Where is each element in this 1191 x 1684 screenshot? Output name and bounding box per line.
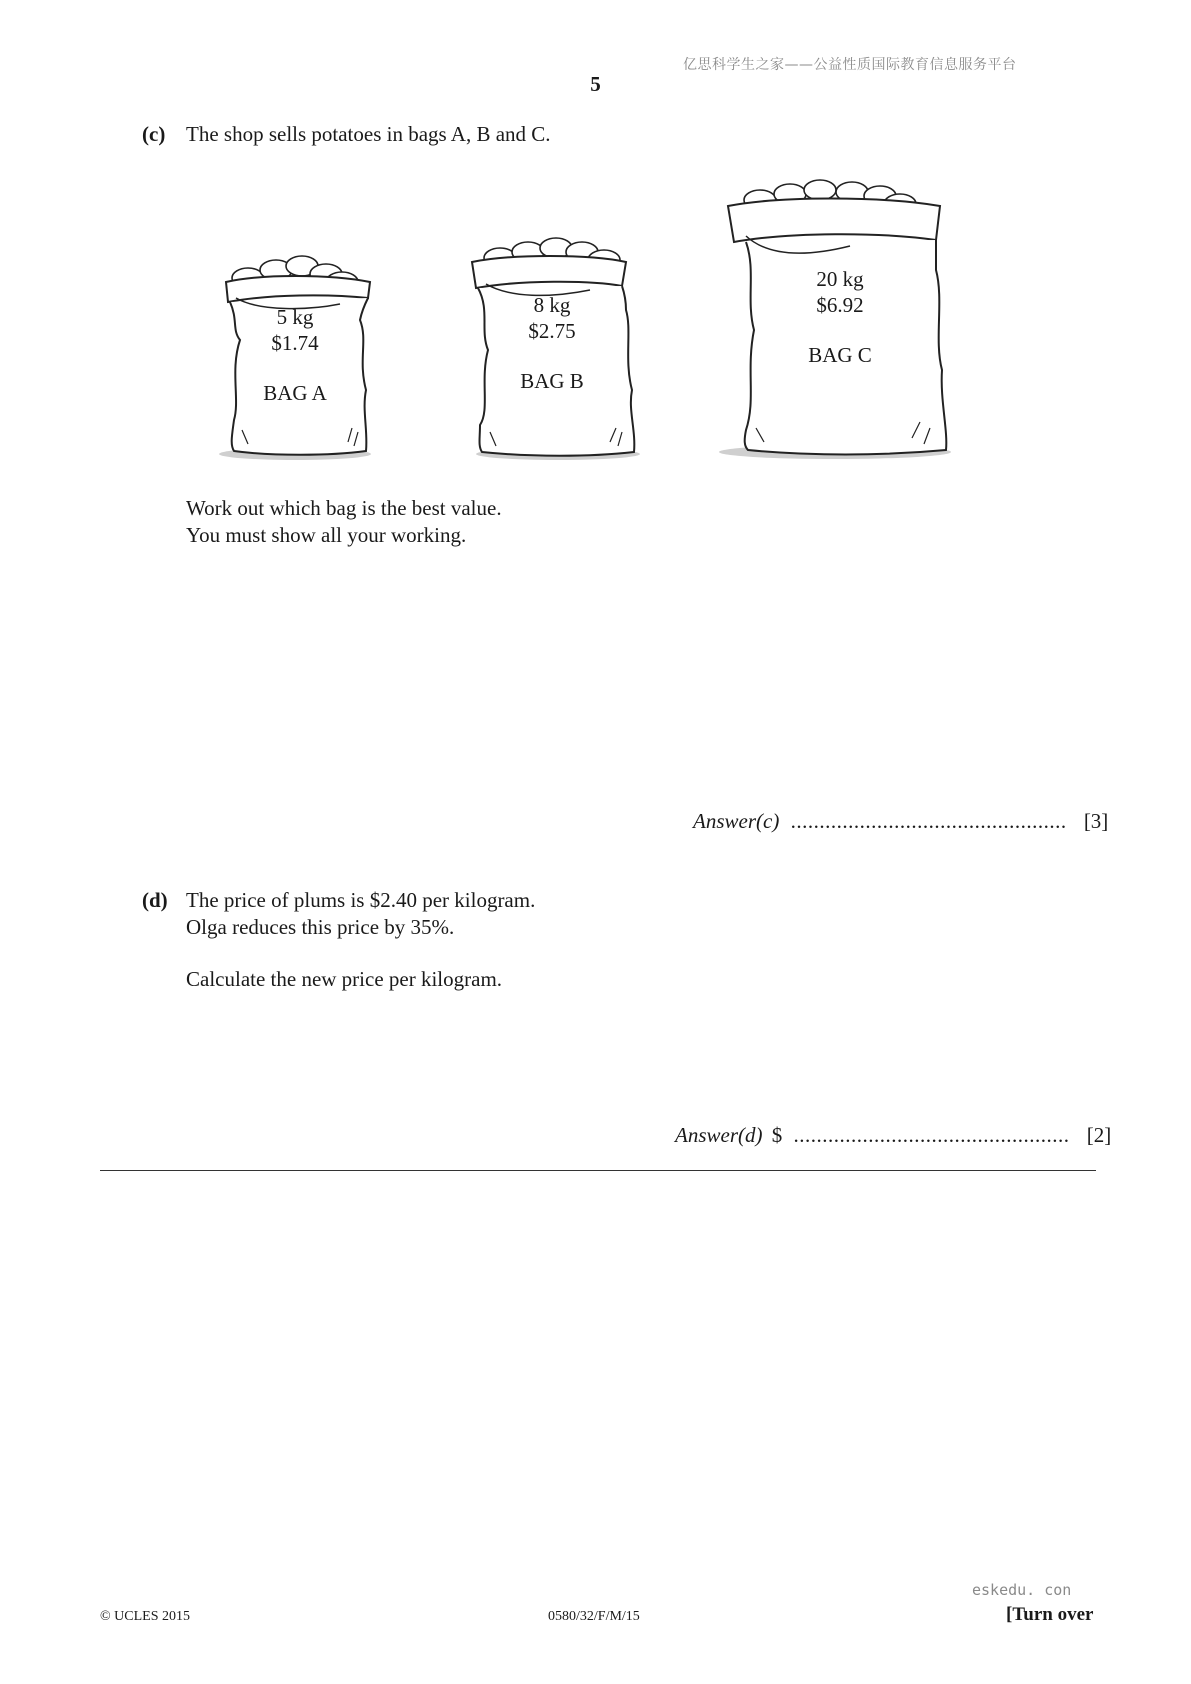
answer-d-blank[interactable]: ................................................	[793, 1123, 1070, 1147]
bag-b-price: $2.75	[528, 319, 576, 343]
part-d-line-2: Olga reduces this price by 35%.	[186, 915, 455, 939]
part-c-label: (c)	[142, 122, 166, 146]
potato-bags-illustration	[190, 170, 990, 470]
bag-a-name: BAG A	[263, 381, 327, 405]
bag-a-label	[220, 304, 370, 406]
part-d-label: (d)	[142, 888, 168, 912]
part-d-line-3: Calculate the new price per kilogram.	[186, 967, 503, 991]
watermark-bottom: eskedu. con	[972, 1581, 1072, 1599]
footer-code: 0580/32/F/M/15	[548, 1609, 640, 1624]
turn-over: [Turn over	[1006, 1604, 1094, 1625]
answer-d-line	[675, 1123, 1111, 1148]
bag-c-price: $6.92	[816, 293, 864, 317]
section-divider	[100, 1170, 1096, 1171]
part-d-line-1: The price of plums is $2.40 per kilogram.	[186, 888, 536, 912]
part-c-heading	[142, 121, 165, 148]
bag-c-name: BAG C	[808, 343, 872, 367]
bag-c-label	[765, 266, 915, 368]
answer-c-blank[interactable]: ................................................	[790, 809, 1067, 833]
part-c-intro: The shop sells potatoes in bags A, B and C.	[186, 122, 551, 146]
watermark-top: 亿思科学生之家——公益性质国际教育信息服务平台	[683, 57, 1017, 73]
part-d-heading	[142, 887, 168, 914]
bag-a-price: $1.74	[271, 331, 319, 355]
bag-c-weight: 20 kg	[816, 267, 864, 291]
answer-c-marks: [3]	[1083, 809, 1109, 833]
bag-a-weight: 5 kg	[276, 305, 314, 329]
answer-c-label: Answer(c)	[693, 809, 780, 833]
part-c-instruction-2: You must show all your working.	[186, 523, 467, 547]
part-c-instruction-1: Work out which bag is the best value.	[186, 496, 502, 520]
bag-b-label	[477, 292, 627, 394]
page-number: 5	[590, 72, 601, 96]
bag-b-name: BAG B	[520, 369, 584, 393]
answer-d-marks: [2]	[1086, 1123, 1112, 1147]
footer-copyright: © UCLES 2015	[100, 1609, 190, 1624]
answer-d-currency: $	[771, 1123, 783, 1147]
answer-d-label: Answer(d)	[675, 1123, 763, 1147]
bag-b-weight: 8 kg	[533, 293, 571, 317]
answer-c-line	[693, 809, 1108, 834]
